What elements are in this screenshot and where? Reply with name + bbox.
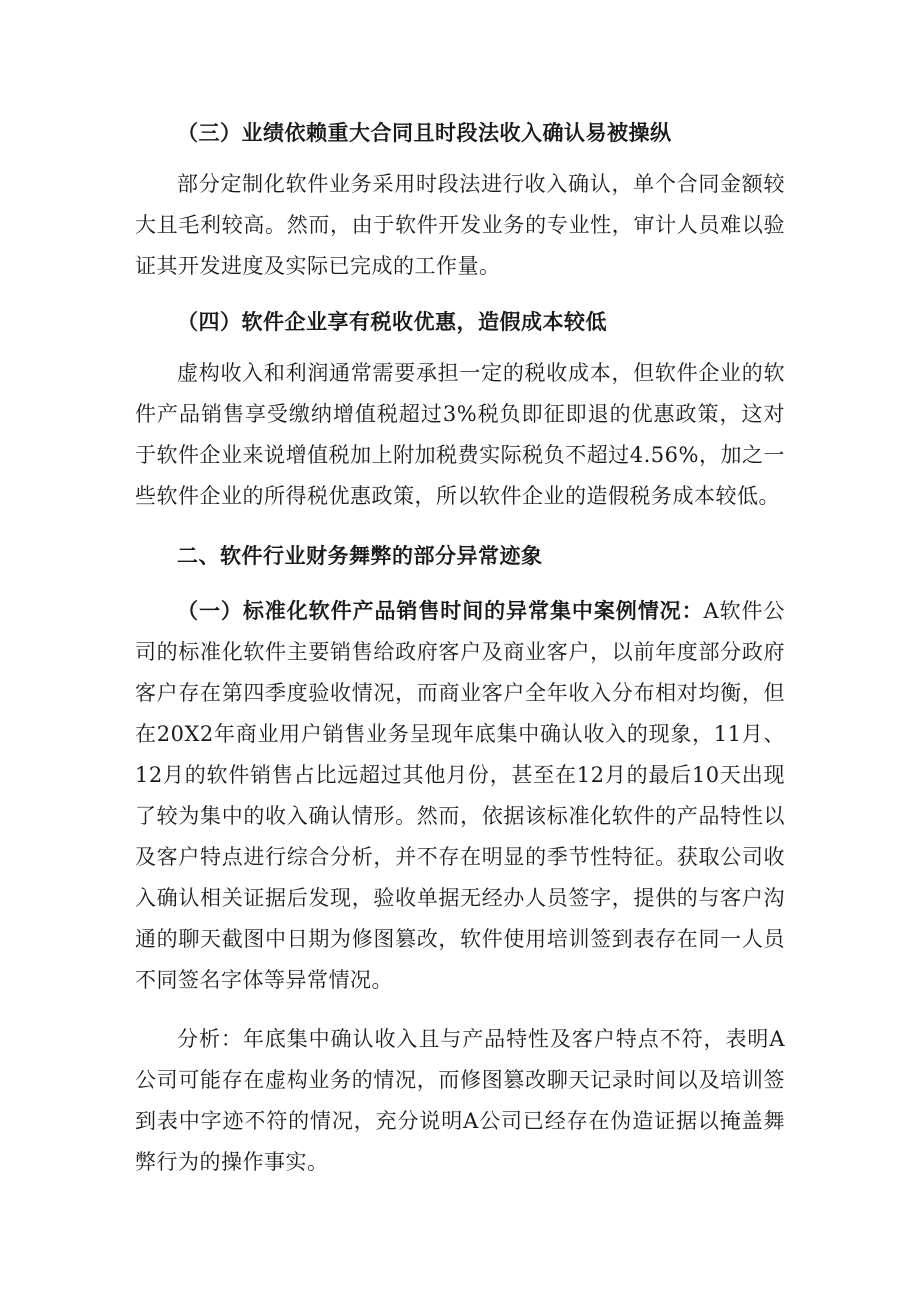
paragraph-subsection-1 [135, 590, 785, 1001]
heading-section-4: （四）软件企业享有税收优惠，造假成本较低 [177, 309, 607, 334]
paragraph-section-4: 虚构收入和利润通常需要承担一定的税收成本，但软件企业的软件产品销售享受缴纳增值税超过3%税负即征即退的优惠政策，这对于软件企业来说增值税加上附加税费实际税负不超过4.56%，加之一些软件企业的所得税优惠政策，所以软件企业的造假税务成本较低。 [135, 361, 785, 508]
subsection-1-heading: （一）标准化软件产品销售时间的异常集中案例情况： [177, 598, 704, 623]
paragraph-section-3: 部分定制化软件业务采用时段法进行收入确认，单个合同金额较大且毛利较高。然而，由于软件开发业务的专业性，审计人员难以验证其开发进度及实际已完成的工作量。 [135, 172, 785, 278]
subsection-1-text: A软件公司的标准化软件主要销售给政府客户及商业客户，以前年度部分政府客户存在第四季度验收情况，而商业客户全年收入分布相对均衡，但在20X2年商业用户销售业务呈现年底集中确认收入的现象，11月、12月的软件销售占比远超过其他月份，甚至在12月的最后10天出现了较为集中的收入确认情形。然而，依据该标准化软件的产品特性以及客户特点进行综合分析，并不存在明显的季节性特征。获取公司收入确认相关证据后发现，验收单据无经办人员签字，提供的与客户沟通的聊天截图中日期为修图篡改，软件使用培训签到表存在同一人员不同签名字体等异常情况。 [135, 599, 785, 992]
heading-section-3: （三）业绩依赖重大合同且时段法收入确认易被操纵 [177, 120, 672, 145]
paragraph-analysis: 分析：年底集中确认收入且与产品特性及客户特点不符，表明A公司可能存在虚构业务的情况，而修图篡改聊天记录时间以及培训签到表中字迹不符的情况，充分说明A公司已经存在伪造证据以掩盖舞弊行为的操作事实。 [135, 1027, 785, 1174]
heading-chapter-2: 二、软件行业财务舞弊的部分异常迹象 [177, 543, 543, 568]
